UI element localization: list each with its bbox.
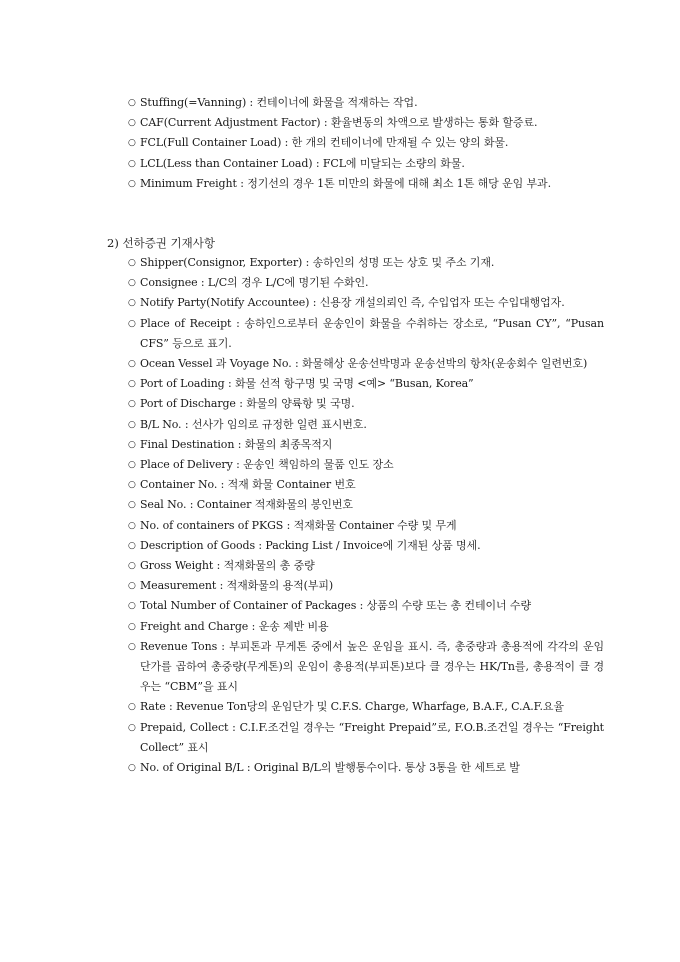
list-item-text: Seal No. : Container 적재화물의 봉인번호 xyxy=(140,498,353,512)
list-item-text: Rate : Revenue Ton당의 운임단가 및 C.F.S. Charge, Wharfage, B.A.F., C.A.F.요율 xyxy=(140,700,564,714)
bullet-circle-icon: ○ xyxy=(128,702,136,713)
list-item xyxy=(128,617,604,637)
bullet-circle-icon: ○ xyxy=(128,621,136,632)
bullet-circle-icon: ○ xyxy=(128,520,136,531)
bullet-circle-icon: ○ xyxy=(128,500,136,511)
list-item-text: No. of Original B/L : Original B/L의 발행통수이다. 통상 3통을 한 세트로 발 xyxy=(140,761,520,775)
definition-list-bl-fields xyxy=(128,253,604,778)
list-item-text: Prepaid, Collect : C.I.F.조건일 경우는 “Freight Prepaid”로, F.O.B.조건일 경우는 “Freight Collect” 표시 xyxy=(140,720,604,754)
list-item xyxy=(128,637,604,698)
list-item xyxy=(128,314,604,354)
list-item xyxy=(128,253,604,273)
list-item xyxy=(128,455,604,475)
list-item-text: Place of Receipt : 송하인으로부터 운송인이 화물을 수취하는 장소로, “Pusan CY”, “Pusan CFS” 등으로 표기. xyxy=(140,316,604,350)
bullet-circle-icon: ○ xyxy=(128,540,136,551)
list-item-text: Minimum Freight : 정기선의 경우 1톤 미만의 화물에 대해 최소 1톤 해당 운임 부과. xyxy=(140,176,551,190)
list-item-text: Revenue Tons : 부피톤과 무게톤 중에서 높은 운임을 표시. 즉, 총중량과 총용적에 각각의 운임단가를 곱하여 총중량(무게톤)의 운임이 총용적(부피톤)보다 클 경우는 HK/Tn를, 총용적이 클 경우는 “CBM”을 표시 xyxy=(140,639,604,694)
list-item-text: Place of Delivery : 운송인 책임하의 물품 인도 장소 xyxy=(140,458,394,472)
list-item-text: LCL(Less than Container Load) : FCL에 미달되는 소량의 화물. xyxy=(140,156,465,170)
list-item-text: B/L No. : 선사가 임의로 규정한 일련 표시번호. xyxy=(140,417,367,431)
list-item xyxy=(128,516,604,536)
list-item-text: Description of Goods : Packing List / Invoice에 기재된 상품 명세. xyxy=(140,538,481,552)
list-item xyxy=(128,415,604,435)
list-item-text: CAF(Current Adjustment Factor) : 환율변동의 차액으로 발생하는 통화 할증료. xyxy=(140,116,538,130)
bullet-circle-icon: ○ xyxy=(128,138,136,149)
bullet-circle-icon: ○ xyxy=(128,641,136,652)
bullet-circle-icon: ○ xyxy=(128,419,136,430)
list-item-text: Container No. : 적재 화물 Container 번호 xyxy=(140,478,356,492)
list-item xyxy=(128,93,604,113)
list-item-text: Shipper(Consignor, Exporter) : 송하인의 성명 또는 상호 및 주소 기재. xyxy=(140,256,495,269)
list-item xyxy=(128,718,604,758)
bullet-circle-icon: ○ xyxy=(128,258,136,268)
bullet-circle-icon: ○ xyxy=(128,298,136,309)
bullet-circle-icon: ○ xyxy=(128,178,136,189)
list-item-text: Freight and Charge : 운송 제반 비용 xyxy=(140,619,329,633)
list-item-text: Notify Party(Notify Accountee) : 신용장 개설의뢰인 즉, 수입업자 또는 수입대행업자. xyxy=(140,296,565,310)
bullet-circle-icon: ○ xyxy=(128,722,136,733)
list-item xyxy=(128,273,604,293)
bullet-circle-icon: ○ xyxy=(128,399,136,410)
bullet-circle-icon: ○ xyxy=(128,379,136,390)
list-item xyxy=(128,536,604,556)
bullet-circle-icon: ○ xyxy=(128,118,136,129)
bullet-circle-icon: ○ xyxy=(128,601,136,612)
list-item xyxy=(128,576,604,596)
list-item-text: Total Number of Container of Packages : 상품의 수량 또는 총 컨테이너 수량 xyxy=(140,599,531,613)
bullet-circle-icon: ○ xyxy=(128,98,136,108)
list-item-text: FCL(Full Container Load) : 한 개의 컨테이너에 만재될 수 있는 양의 화물. xyxy=(140,136,509,150)
bullet-circle-icon: ○ xyxy=(128,278,136,289)
bullet-circle-icon: ○ xyxy=(128,460,136,471)
bullet-circle-icon: ○ xyxy=(128,581,136,592)
list-item xyxy=(128,174,604,194)
list-item xyxy=(128,435,604,455)
bullet-circle-icon: ○ xyxy=(128,359,136,370)
list-item xyxy=(128,495,604,515)
list-item xyxy=(128,113,604,133)
list-item xyxy=(128,354,604,374)
bullet-circle-icon: ○ xyxy=(128,439,136,450)
list-item xyxy=(128,556,604,576)
list-item-text: Port of Loading : 화물 선적 항구명 및 국명 <예> “Busan, Korea” xyxy=(140,377,474,391)
list-item xyxy=(128,374,604,394)
list-item-text: Measurement : 적재화물의 용적(부피) xyxy=(140,579,334,593)
list-item xyxy=(128,596,604,616)
list-item-text: Stuffing(=Vanning) : 컨테이너에 화물을 적재하는 작업. xyxy=(140,96,418,109)
list-item-text: Ocean Vessel 과 Voyage No. : 화물해상 운송선박명과 운송선박의 항차(운송회수 일련번호) xyxy=(140,357,588,371)
definition-list-terms xyxy=(128,93,604,194)
bullet-circle-icon: ○ xyxy=(128,318,136,329)
list-item-text: No. of containers of PKGS : 적재화물 Container 수량 및 무게 xyxy=(140,518,457,532)
bullet-circle-icon: ○ xyxy=(128,480,136,491)
list-item-text: Port of Discharge : 화물의 양륙항 및 국명. xyxy=(140,397,355,411)
list-item xyxy=(128,293,604,313)
section-heading: 2) 선하증권 기재사항 xyxy=(107,236,215,250)
list-item xyxy=(128,758,604,778)
list-item xyxy=(128,154,604,174)
list-item xyxy=(128,697,604,717)
list-item-text: Gross Weight : 적재화물의 총 중량 xyxy=(140,559,315,573)
list-item xyxy=(128,475,604,495)
list-item xyxy=(128,394,604,414)
bullet-circle-icon: ○ xyxy=(128,763,136,774)
list-item-text: Consignee : L/C의 경우 L/C에 명기된 수화인. xyxy=(140,276,369,290)
bullet-circle-icon: ○ xyxy=(128,561,136,572)
bullet-circle-icon: ○ xyxy=(128,158,136,169)
list-item-text: Final Destination : 화물의 최종목적지 xyxy=(140,437,333,451)
list-item xyxy=(128,133,604,153)
